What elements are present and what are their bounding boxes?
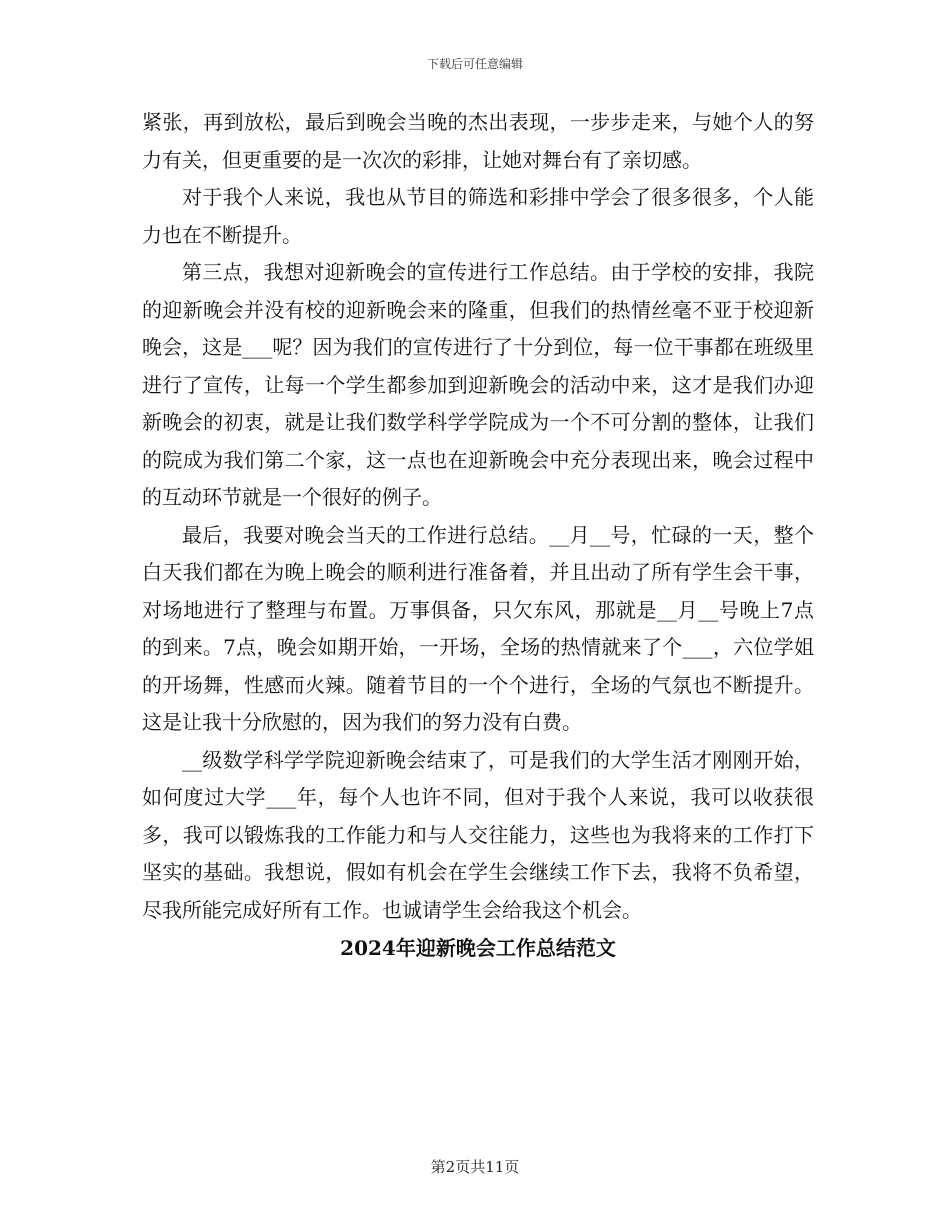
- section-title: 2024年迎新晚会工作总结范文: [340, 936, 616, 960]
- paragraph-3: 第三点，我想对迎新晚会的宣传进行工作总结。由于学校的安排，我院的迎新晚会并没有校的迎新晚会来的隆重，但我们的热情丝毫不亚于校迎新晚会，这是___呢？因为我们的宣传进行了十分到位，每一位干事都在班级里进行了宣传，让每一个学生都参加到迎新晚会的活动中来，这才是我们办迎新晚会的初衷，就是让我们数学科学学院成为一个不可分割的整体，让我们的院成为我们第二个家，这一点也在迎新晚会中充分表现出来，晚会过程中的互动环节就是一个很好的例子。: [142, 260, 814, 509]
- paragraph-1: 紧张，再到放松，最后到晚会当晚的杰出表现，一步步走来，与她个人的努力有关，但更重要的是一次次的彩排，让她对舞台有了亲切感。: [142, 110, 814, 172]
- paragraph-2: 对于我个人来说，我也从节目的筛选和彩排中学会了很多很多，个人能力也在不断提升。: [142, 185, 814, 247]
- document-body: [142, 104, 814, 967]
- paragraph-5: __级数学科学学院迎新晚会结束了，可是我们的大学生活才刚刚开始，如何度过大学___年，每个人也许不同，但对于我个人来说，我可以收获很多，我可以锻炼我的工作能力和与人交往能力，这些也为我将来的工作打下坚实的基础。我想说，假如有机会在学生会继续工作下去，我将不负希望，尽我所能完成好所有工作。也诚请学生会给我这个机会。: [142, 747, 814, 922]
- page-header: 下载后可任意编辑: [426, 57, 523, 71]
- paragraph-4: 最后，我要对晚会当天的工作进行总结。__月__号，忙碌的一天，整个白天我们都在为晚上晚会的顺利进行准备着，并且出动了所有学生会干事，对场地进行了整理与布置。万事俱备，只欠东风，那就是__月__号晚上7点的到来。7点，晚会如期开始，一开场，全场的热情就来了个___，六位学姐的开场舞，性感而火辣。随着节目的一个个进行，全场的气氛也不断提升。这是让我十分欣慰的，因为我们的努力没有白费。: [142, 522, 814, 734]
- page-footer: 第2页共11页: [430, 1158, 520, 1176]
